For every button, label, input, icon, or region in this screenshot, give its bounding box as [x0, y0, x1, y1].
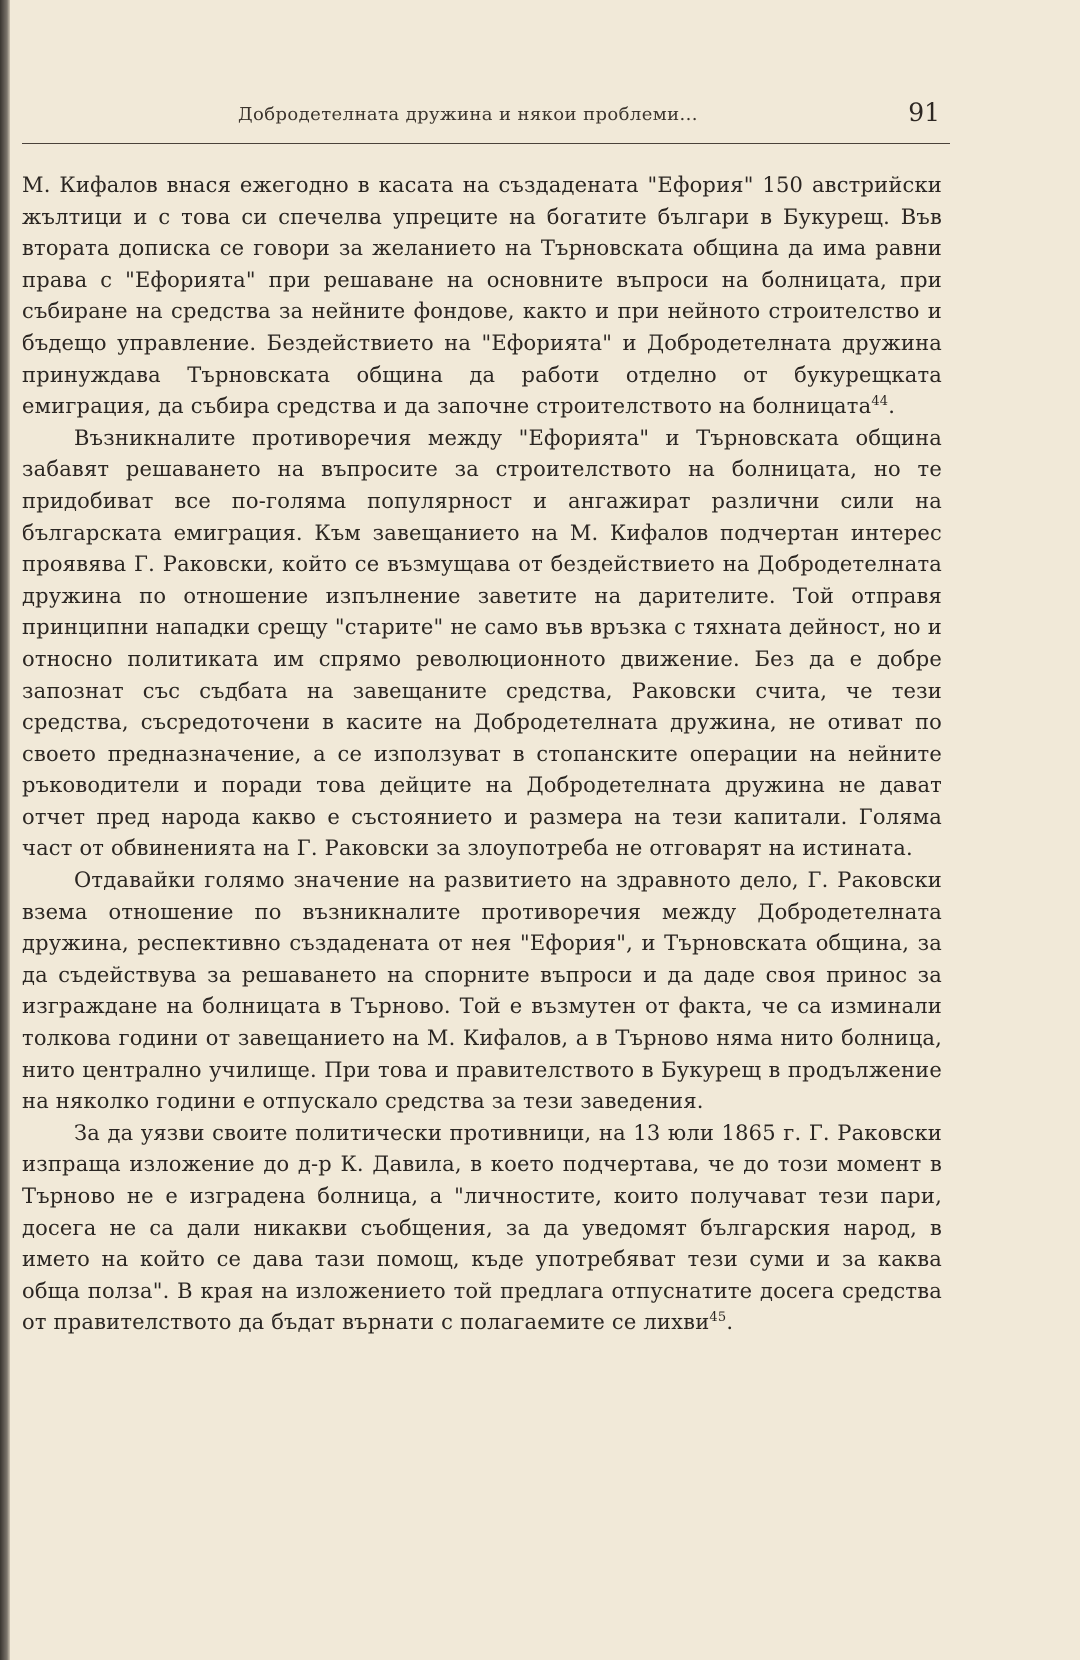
paragraph-2 — [22, 423, 942, 865]
paragraph-text: М. Кифалов внася ежегодно в касата на създадената "Ефория" 150 австрийски жълтици и с това си спечелва упреците на богатите българи в Букурещ. Във втората дописка се говори за желанието на Търновската община да има равни права с "Ефорията" при решаване на основните въпроси на болницата, при събиране на средства за нейните фондове, както и при нейното строителство и бъдещо управление. Бездействието на "Ефорията" и Добродетелната дружина принуждава Търновската община да работи отделно от букурещката емиграция, да събира средства и да започне строителството на болницата — [22, 173, 942, 419]
body-text — [22, 170, 942, 1339]
paragraph-text: Възникналите противоречия между "Ефорията" и Търновската община забавят решаването на въпросите за строителството на болницата, но те придобиват все по-голяма популярност и ангажират различни сили на българската емиграция. Към завещанието на М. Кифалов подчертан интерес проявява Г. Раковски, който се възмущава от бездействието на Добродетелната дружина по отношение изпълнение заветите на дарителите. Той отправя принципни нападки срещу "старите" не само във връзка с тяхната дейност, но и относно политиката им спрямо революционното движение. Без да е добре запознат със съдбата на завещаните средства, Раковски счита, че тези средства, съсредоточени в касите на Добродетелната дружина, не отиват по своето предназначение, а се използуват в стопанските операции на нейните ръководители и поради това дейците на Добродетелната дружина не дават отчет пред народа какво е състоянието и размера на тези капитали. Голяма част от обвиненията на Г. Раковски за злоупотреба не отговарят на истината. — [22, 425, 942, 861]
paragraph-text: Отдавайки голямо значение на развитието на здравното дело, Г. Раковски взема отношение по възникналите противоречия между Добродетелната дружина, респективно създадената от нея "Ефория", и Търновската община, за да съдействува за решаването на спорните въпроси и да даде своя принос за изграждане на болницата в Търново. Той е възмутен от факта, че са изминали толкова години от завещанието на М. Кифалов, а в Търново няма нито болница, нито централно училище. При това и правителството в Букурещ в продължение на няколко години е отпускало средства за тези заведения. — [22, 868, 942, 1114]
footnote-marker: 45 — [709, 1310, 727, 1326]
page-number: 91 — [908, 98, 940, 127]
footnote-marker: 44 — [871, 394, 889, 410]
paragraph-1 — [22, 170, 942, 423]
running-header — [20, 98, 940, 144]
paragraph-tail: . — [888, 394, 896, 419]
running-title: Добродетелната дружина и някои проблеми... — [238, 104, 698, 125]
paragraph-text: За да уязви своите политически противници, на 13 юли 1865 г. Г. Раковски изпраща изложение до д-р К. Давила, в което подчертава, че до този момент в Търново не е изградена болница, а "личностите, които получават тези пари, досега не са дали никакви съобщения, за да уведомят българския народ, в името на който се дава тази помощ, къде употребяват тези суми и за каква обща полза". В края на изложението той предлага отпуснатите досега средства от правителството да бъдат върнати с полагаемите се лихви — [22, 1120, 942, 1335]
header-rule — [22, 143, 950, 144]
paragraph-3 — [22, 865, 942, 1118]
paragraph-4 — [22, 1118, 942, 1339]
paragraph-tail: . — [726, 1310, 734, 1335]
